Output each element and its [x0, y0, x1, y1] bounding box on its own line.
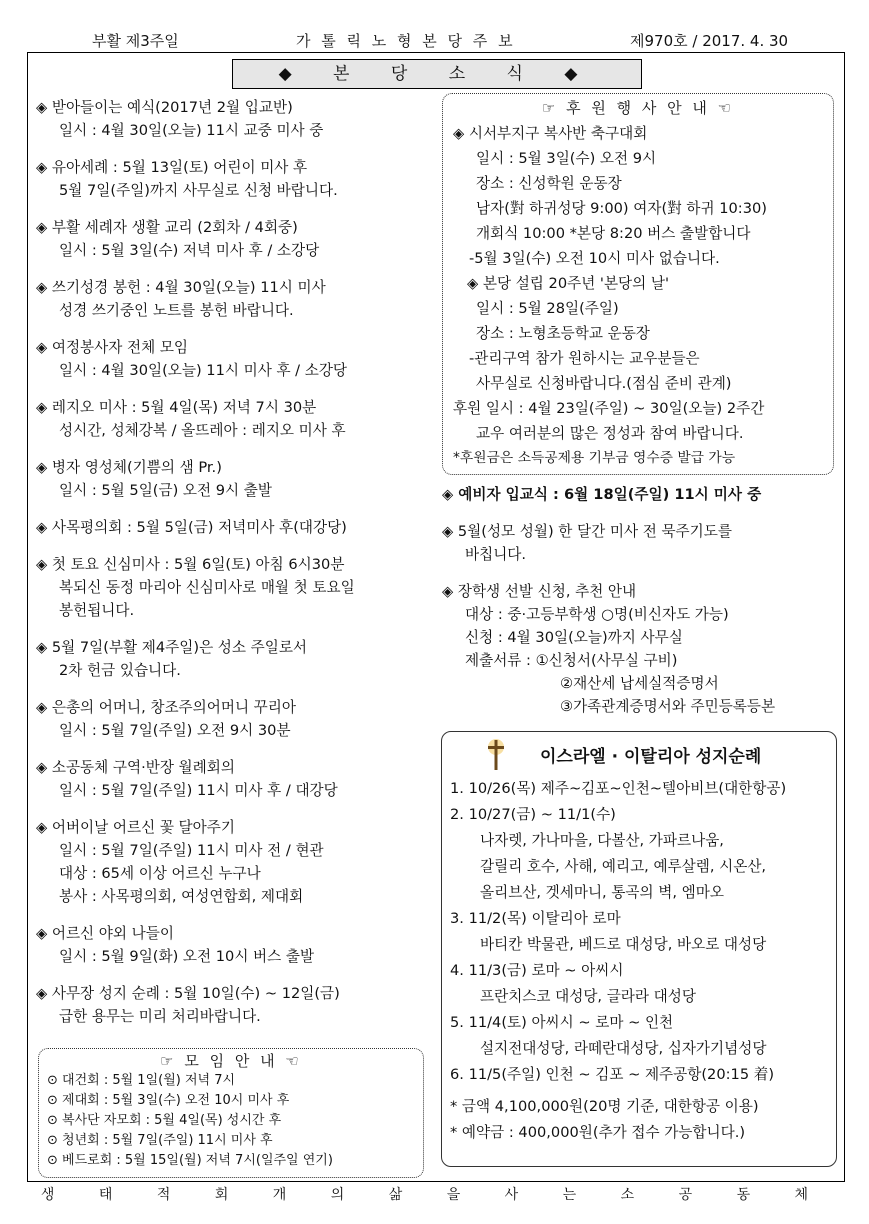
deposit-line: * 예약금 : 400,000원(추가 접수 가능합니다.): [450, 1124, 746, 1141]
notice-title: ◈ 병자 영성체(기쁨의 샘 Pr.): [36, 459, 222, 476]
notice-detail: 대상 : 중·고등부학생 ○명(비신자도 가능): [465, 606, 729, 623]
itinerary-line: 4. 11/3(금) 로마 ~ 아씨시: [450, 962, 624, 979]
notice-title: ◈ 쓰기성경 봉헌 : 4월 30일(오늘) 11시 미사: [36, 279, 326, 296]
notice-detail: 일시 : 5월 7일(주일) 11시 미사 후 / 대강당: [59, 782, 338, 799]
support-line: -관리구역 참가 원하시는 교우분들은: [469, 350, 700, 367]
support-line: 후원 일시 : 4월 23일(주일) ~ 30일(오늘) 2주간: [453, 400, 765, 417]
pilgrimage-box: [441, 731, 837, 1167]
support-line: 교우 여러분의 많은 정성과 참여 바랍니다.: [476, 425, 744, 442]
meeting-item: ⊙ 베드로회 : 5월 15일(월) 저녁 7시(일주일 연기): [47, 1153, 333, 1168]
meeting-item: ⊙ 복사단 자모회 : 5월 4일(목) 성시간 후: [47, 1113, 282, 1128]
support-line: *후원금은 소득공제용 기부금 영수증 발급 가능: [453, 450, 736, 466]
notice-title: ◈ 5월 7일(부활 제4주일)은 성소 주일로서: [36, 639, 308, 656]
support-line: ◈ 본당 설립 20주년 '본당의 날': [467, 275, 669, 292]
notice-item: [36, 216, 436, 262]
issue-date: 제970호 / 2017. 4. 30: [630, 32, 789, 50]
itinerary-line: 갈릴리 호수, 사해, 예리고, 예루살렘, 시온산,: [480, 858, 767, 875]
support-line: 장소 : 신성학원 운동장: [476, 175, 622, 192]
notice-detail: 2차 헌금 있습니다.: [59, 662, 181, 679]
notice-detail: 일시 : 5월 5일(금) 오전 9시 출발: [59, 482, 272, 499]
notice-title: ◈ 장학생 선발 신청, 추천 안내: [442, 583, 637, 600]
notice-title: ◈ 어르신 야외 나들이: [36, 925, 174, 942]
right-column: [442, 483, 837, 732]
notice-detail: 일시 : 5월 7일(주일) 11시 미사 전 / 현관: [59, 842, 324, 859]
support-line: 개회식 10:00 *본당 8:20 버스 출발합니다: [476, 225, 751, 242]
price-line: * 금액 4,100,000원(20명 기준, 대한항공 이용): [450, 1098, 759, 1115]
notice-item: [36, 636, 436, 682]
bulletin-header: [0, 30, 869, 54]
notice-item: [36, 276, 436, 322]
notice-title: ◈ 은총의 어머니, 창조주의어머니 꾸리아: [36, 699, 296, 716]
notice-title: ◈ 소공동체 구역·반장 월례회의: [36, 759, 235, 776]
notice-item: [36, 553, 436, 622]
left-column: [36, 96, 436, 1042]
notice-item: [36, 516, 436, 539]
itinerary-line: 5. 11/4(토) 아씨시 ~ 로마 ~ 인천: [450, 1014, 674, 1031]
itinerary-line: 프란치스코 대성당, 글라라 대성당: [480, 988, 696, 1005]
notice-item: [36, 922, 436, 968]
notice-title: ◈ 사목평의회 : 5월 5일(금) 저녁미사 후(대강당): [36, 519, 347, 536]
support-event-box: [442, 93, 834, 475]
notice-detail: ②재산세 납세실적증명서: [560, 675, 719, 692]
notice-detail: 신청 : 4월 30일(오늘)까지 사무실: [465, 629, 683, 646]
meeting-item: ⊙ 청년회 : 5월 7일(주일) 11시 미사 후: [47, 1133, 273, 1148]
itinerary-line: 6. 11/5(주일) 인천 ~ 김포 ~ 제주공항(20:15 着): [450, 1066, 775, 1083]
section-banner: [232, 59, 642, 89]
notice-detail: 봉헌됩니다.: [59, 602, 135, 619]
catechumen-notice: ◈ 예비자 입교식 : 6월 18일(주일) 11시 미사 중: [442, 486, 762, 503]
notice-detail: 일시 : 5월 7일(주일) 오전 9시 30분: [59, 722, 291, 739]
notice-title: ◈ 5월(성모 성월) 한 달간 미사 전 묵주기도를: [442, 523, 732, 540]
notice-item: [36, 982, 436, 1028]
notice-item: [36, 156, 436, 202]
notice-detail: 일시 : 5월 3일(수) 저녁 미사 후 / 소강당: [59, 242, 320, 259]
notice-detail: 성경 쓰기중인 노트를 봉헌 바랍니다.: [59, 302, 294, 319]
notice-title: ◈ 어버이날 어르신 꽃 달아주기: [36, 819, 235, 836]
bulletin-title: 가 톨 릭 노 형 본 당 주 보: [296, 32, 516, 50]
notice-title: ◈ 유아세례 : 5월 13일(토) 어린이 미사 후: [36, 159, 308, 176]
notice-title: ◈ 여정봉사자 전체 모임: [36, 339, 189, 356]
meeting-box: [38, 1048, 424, 1178]
notice-item: [36, 816, 436, 908]
itinerary-line: 설지전대성당, 라떼란대성당, 십자가기념성당: [480, 1040, 767, 1057]
notice-title: ◈ 부활 세례자 생활 교리 (2회차 / 4회중): [36, 219, 298, 236]
notice-item: [36, 696, 436, 742]
liturgical-week: 부활 제3주일: [92, 32, 179, 50]
itinerary-line: 3. 11/2(목) 이탈리아 로마: [450, 910, 621, 927]
notice-detail: 바칩니다.: [465, 546, 527, 563]
support-line: ◈ 시서부지구 복사반 축구대회: [453, 125, 648, 142]
rosary-notice: [442, 520, 837, 566]
notice-detail: 봉사 : 사목평의회, 여성연합회, 제대회: [59, 888, 304, 905]
itinerary-line: 2. 10/27(금) ~ 11/1(수): [450, 806, 616, 823]
crucifix-icon: [482, 738, 510, 776]
support-line: 사무실로 신청바랍니다.(점심 준비 관계): [476, 375, 732, 392]
notice-item: [36, 396, 436, 442]
scholarship-notice: [442, 580, 837, 718]
notice-item: [36, 456, 436, 502]
notice-detail: 5월 7일(주일)까지 사무실로 신청 바랍니다.: [59, 182, 338, 199]
itinerary-line: 나자렛, 가나마을, 다볼산, 가파르나움,: [480, 832, 724, 849]
itinerary-line: 바티칸 박물관, 베드로 대성당, 바오로 대성당: [480, 936, 767, 953]
notice-title: ◈ 사무장 성지 순례 : 5월 10일(수) ~ 12일(금): [36, 985, 340, 1002]
footer-motto: 생 태 적 회 개 의 삶 을 사 는 소 공 동 체: [40, 1187, 829, 1203]
itinerary-line: 1. 10/26(목) 제주~김포~인천~텔아비브(대한항공): [450, 780, 787, 797]
notice-item: [36, 96, 436, 142]
itinerary-line: 올리브산, 겟세마니, 통곡의 벽, 엠마오: [480, 884, 724, 901]
notice-detail: ③가족관계증명서와 주민등록등본: [560, 698, 776, 715]
notice-title: ◈ 첫 토요 신심미사 : 5월 6일(토) 아침 6시30분: [36, 556, 345, 573]
notice-detail: 복되신 동정 마리아 신심미사로 매월 첫 토요일: [59, 579, 355, 596]
support-line: -5월 3일(수) 오전 10시 미사 없습니다.: [469, 250, 720, 267]
meeting-item: ⊙ 제대회 : 5월 3일(수) 오전 10시 미사 후: [47, 1093, 290, 1108]
support-line: 남자(對 하귀성당 9:00) 여자(對 하귀 10:30): [476, 200, 767, 217]
notice-detail: 대상 : 65세 이상 어르신 누구나: [59, 865, 261, 882]
notice-detail: 일시 : 5월 9일(화) 오전 10시 버스 출발: [59, 948, 315, 965]
support-line: 장소 : 노형초등학교 운동장: [476, 325, 650, 342]
notice-detail: 급한 용무는 미리 처리바랍니다.: [59, 1008, 261, 1025]
support-line: 일시 : 5월 28일(주일): [476, 300, 619, 317]
notice-detail: 제출서류 : ①신청서(사무실 구비): [465, 652, 678, 669]
notice-item: [36, 756, 436, 802]
meeting-item: ⊙ 대건회 : 5월 1일(월) 저녁 7시: [47, 1073, 236, 1088]
support-line: 일시 : 5월 3일(수) 오전 9시: [476, 150, 657, 167]
notice-detail: 일시 : 4월 30일(오늘) 11시 교중 미사 중: [59, 122, 324, 139]
pilgrimage-title: 이스라엘 · 이탈리아 성지순례: [540, 747, 762, 767]
meeting-title: ☞ 모 임 안 내 ☜: [160, 1052, 302, 1070]
support-title: ☞ 후 원 행 사 안 내 ☜: [541, 99, 735, 117]
notice-title: ◈ 받아들이는 예식(2017년 2월 입교반): [36, 99, 293, 116]
notice-detail: 일시 : 4월 30일(오늘) 11시 미사 후 / 소강당: [59, 362, 348, 379]
notice-detail: 성시간, 성체강복 / 올뜨레아 : 레지오 미사 후: [59, 422, 346, 439]
notice-item: [36, 336, 436, 382]
banner-label: ◆ 본 당 소 식 ◆: [278, 64, 596, 84]
notice-title: ◈ 레지오 미사 : 5월 4일(목) 저녁 7시 30분: [36, 399, 317, 416]
